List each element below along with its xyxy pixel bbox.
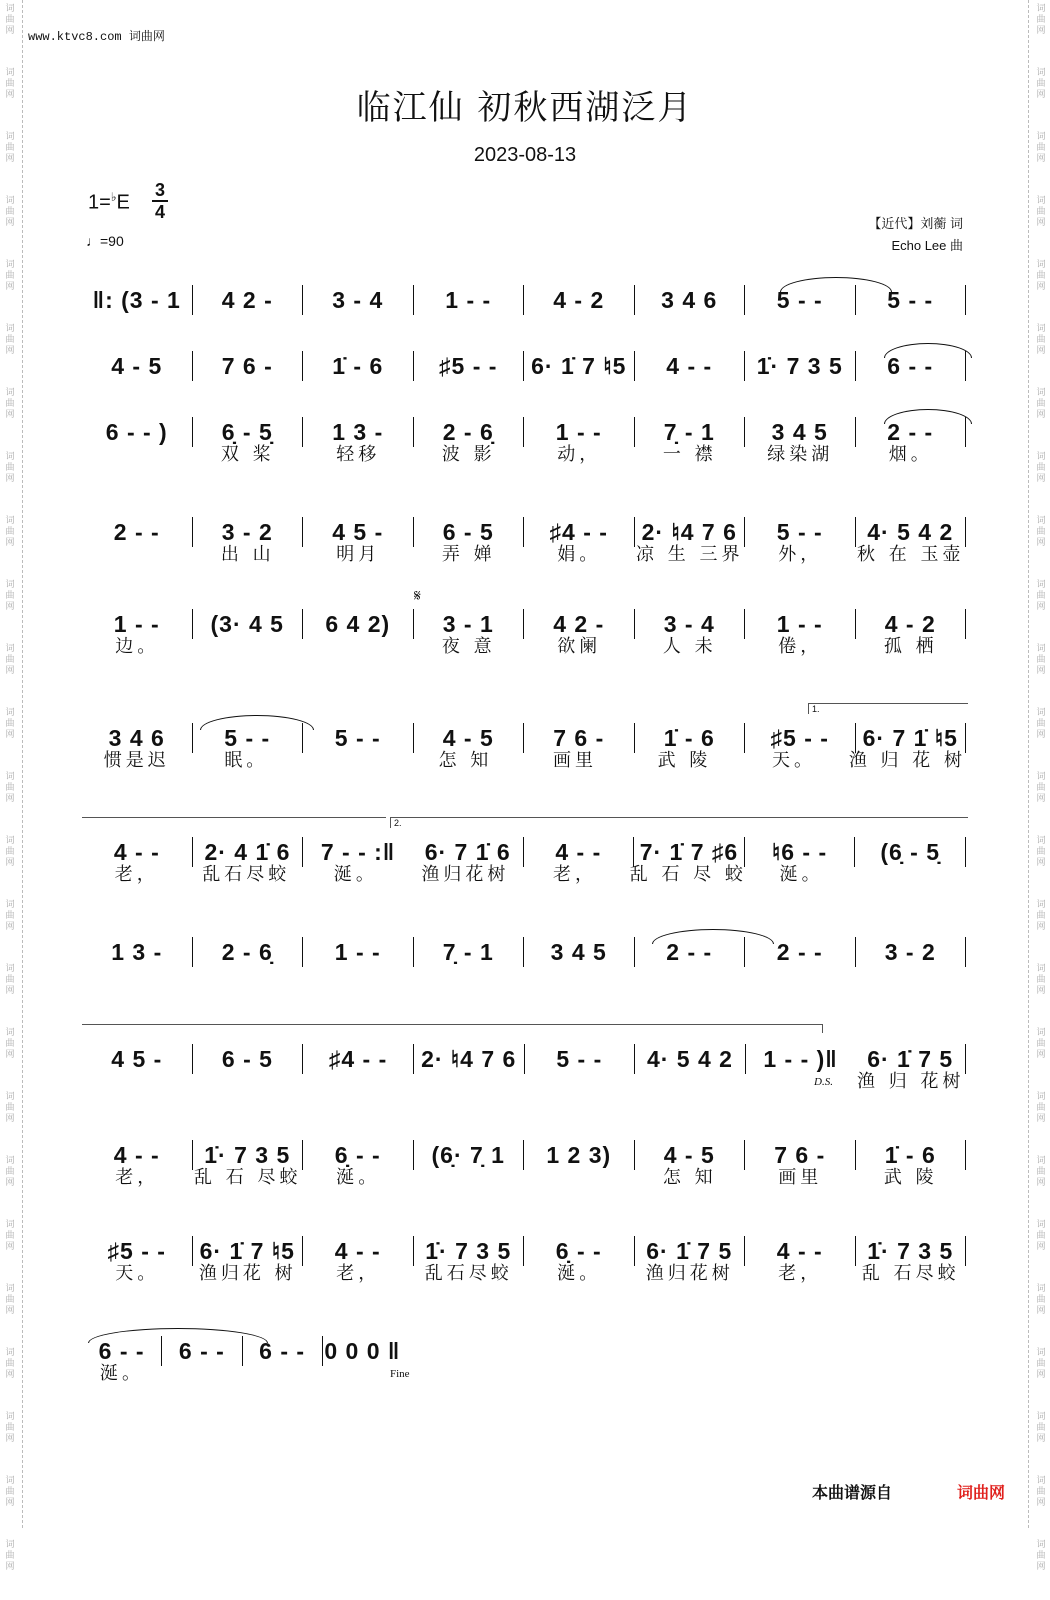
lyric: 涎。 [100, 1363, 144, 1384]
lyric: 人 未 [662, 636, 717, 657]
tie-slur [884, 409, 972, 424]
measure-notes: 1̇· 7 3 5 [867, 1237, 954, 1264]
lyrics-line [82, 1359, 402, 1385]
lyric: 双 桨 [220, 444, 275, 465]
watermark-text: 词 曲 网 [5, 1028, 15, 1060]
measure [414, 935, 524, 969]
tie-slur [88, 1328, 268, 1343]
measure-notes: 4 - 5 [442, 724, 494, 751]
measure-notes: 3 - 4 [332, 286, 384, 313]
measure [856, 935, 966, 969]
watermark-text: 词 曲 网 [5, 580, 15, 612]
measure-notes: 6 - - [259, 1337, 306, 1364]
watermark-text: 词 曲 网 [1036, 1284, 1046, 1316]
watermark-text: 词 曲 网 [1036, 260, 1046, 292]
lyric: 娟。 [557, 544, 602, 565]
watermark-text: 词 曲 网 [1036, 1220, 1046, 1252]
lyric: 乱石尽蛟 [202, 864, 291, 885]
measure-notes: 1̇· 7 3 5 [425, 1237, 512, 1264]
lyric [242, 1359, 322, 1385]
lyric [82, 440, 193, 466]
lyric [193, 632, 304, 658]
watermark-text: 词 曲 网 [5, 1284, 15, 1316]
lyric: 渔归花树 [421, 864, 510, 885]
measure-notes: 5 - - [887, 286, 934, 313]
measure-notes: 6· 7 1̇ 6 [424, 838, 511, 865]
measure-notes: ♮6 - - [772, 838, 828, 865]
lyric: 外， [778, 544, 823, 565]
measure-notes: 5 - - [556, 1045, 603, 1072]
measure-notes: 5 - - [334, 724, 381, 751]
measure-notes: ♯5 - - [770, 724, 829, 751]
measure-notes: 1 - - )‖ [763, 1045, 838, 1072]
lyric: 惯是迟 [103, 750, 170, 771]
measure-notes: 2 - - [113, 518, 160, 545]
measure-notes: 6 4 2) [325, 610, 391, 637]
measure-notes: 6 - - [98, 1337, 145, 1364]
segno-icon: 𝄋 [414, 588, 421, 605]
tie-slur [884, 343, 972, 358]
lyric [524, 1163, 635, 1189]
measure [82, 349, 192, 383]
measure-notes: 4· 5 4 2 [646, 1045, 733, 1072]
time-top: 3 [154, 180, 165, 200]
measure-notes: 1 - - [555, 418, 602, 445]
measure-notes: 2· 4 1̇ 6 [204, 838, 291, 865]
lyric: 倦， [778, 636, 823, 657]
lyric: 涎。 [336, 1167, 381, 1188]
watermark-text: 词 曲 网 [1036, 772, 1046, 804]
watermark-text: 词 曲 网 [1036, 452, 1046, 484]
watermark-text: 词 曲 网 [5, 4, 15, 36]
measure [193, 935, 303, 969]
flat-icon: ♭ [110, 190, 117, 204]
lyric: 轻移 [336, 444, 381, 465]
watermark-text: 词 曲 网 [1036, 900, 1046, 932]
lyric: 明月 [336, 544, 381, 565]
measure-notes: 6· 7 1̇ ♮5 [862, 724, 958, 751]
measure-notes: 2 - 6̣ [221, 938, 273, 965]
watermark-text: 词 曲 网 [1036, 516, 1046, 548]
credits [868, 213, 963, 257]
watermark-text: 词 曲 网 [5, 196, 15, 228]
tie-slur [652, 929, 774, 944]
source-site-link[interactable]: 词曲网 [957, 1485, 1006, 1502]
lyric: 弄 婵 [441, 544, 496, 565]
measure-notes: 1 - - [776, 610, 823, 637]
watermark-text: 词 曲 网 [5, 388, 15, 420]
lyric: 眠。 [224, 750, 269, 771]
watermark-text: 词 曲 网 [1036, 388, 1046, 420]
measure-notes: 5 - - [776, 286, 823, 313]
measure-notes: (3· 4 5 [210, 610, 284, 637]
measure-notes: (6̣· 7̣ 1 [431, 1141, 505, 1168]
lyric: 老， [114, 864, 159, 885]
lyric: 涎。 [557, 1263, 602, 1284]
lyric: 烟。 [888, 444, 933, 465]
measure [303, 283, 413, 317]
lyric: 欲阑 [557, 636, 602, 657]
measure-notes: 6 - - [887, 352, 934, 379]
measure-notes: 4 5 - [111, 1045, 163, 1072]
measure [82, 283, 192, 317]
measure-notes: 4 - - [113, 1141, 160, 1168]
bracket-line [82, 1024, 823, 1033]
time-bottom: 4 [152, 200, 168, 222]
lyrics-line [82, 1163, 966, 1189]
barline [965, 285, 966, 315]
watermark-text: 词 曲 网 [5, 1156, 15, 1188]
measure-notes: 1̇· 7 3 5 [204, 1141, 291, 1168]
measure-notes: 7 - - :‖ [320, 838, 396, 865]
measure-notes: 2· ♮4 7 6 [641, 518, 737, 545]
watermark-text: 词 曲 网 [5, 1412, 15, 1444]
measure-notes: 4 5 - [332, 518, 384, 545]
tempo-mark: ♩=90 [86, 233, 124, 249]
volta-2: 2. [390, 817, 968, 828]
measure [635, 283, 745, 317]
measure-notes: ♯4 - - [549, 518, 608, 545]
measure-notes: 6 - - ) [105, 418, 168, 445]
composer: Echo Lee 曲 [891, 238, 963, 253]
measure-notes: 4 - 2 [884, 610, 936, 637]
measure-notes: 1 3 - [332, 418, 384, 445]
measure-notes: 6 - 5 [221, 1045, 273, 1072]
watermark-text: 词 曲 网 [1036, 1476, 1046, 1508]
watermark-text: 词 曲 网 [5, 516, 15, 548]
watermark-text: 词 曲 网 [5, 900, 15, 932]
measure-notes: 7· 1̇ 7 ♯6 [639, 838, 739, 865]
measure-notes: 2 - - [887, 418, 934, 445]
right-margin-line [1028, 0, 1029, 1528]
lyrics-line [82, 632, 966, 658]
lyric [414, 1067, 525, 1093]
lyric [303, 1067, 414, 1093]
watermark-text: 词 曲 网 [1036, 836, 1046, 868]
measure [745, 349, 855, 383]
measure-notes: 4 - 5 [111, 352, 163, 379]
ds-mark: D.S. [814, 1076, 833, 1088]
measure-notes: 1 - - [445, 286, 492, 313]
watermark-text: 词 曲 网 [5, 772, 15, 804]
measure-notes: 6· 1̇ 7 ♮5 [531, 352, 627, 379]
lyric: 涎。 [779, 864, 824, 885]
measure-notes: ♯5 - - [107, 1237, 166, 1264]
lyric [524, 1067, 635, 1093]
watermark-text: 词 曲 网 [5, 68, 15, 100]
watermark-text: 词 曲 网 [1036, 68, 1046, 100]
watermark-text: 词 曲 网 [5, 1476, 15, 1508]
measure-notes: 7̣ - 1 [442, 938, 494, 965]
site-watermark: www.ktvc8.com 词曲网 [28, 30, 165, 44]
measure-notes: 7 6 - [553, 724, 605, 751]
measure [524, 349, 634, 383]
measure-notes: 4 - 5 [663, 1141, 715, 1168]
lyric: 老， [778, 1263, 823, 1284]
measure-notes: 6 - 5 [442, 518, 494, 545]
lyric: 渔 归 花树 [857, 1071, 965, 1092]
measure-notes: 6̣ - 5̣ [221, 418, 273, 445]
tie-slur [200, 715, 314, 730]
lyric: 老， [552, 864, 597, 885]
measure-notes: 6 - - [178, 1337, 225, 1364]
watermark-text: 词 曲 网 [5, 644, 15, 676]
lyric [301, 746, 411, 772]
measure [414, 283, 524, 317]
lyric: 边。 [115, 636, 160, 657]
lyric [745, 1067, 856, 1093]
measure [524, 935, 634, 969]
watermark-text: 词 曲 网 [1036, 1156, 1046, 1188]
lyric [162, 1359, 242, 1385]
watermark-text: 词 曲 网 [1036, 1092, 1046, 1124]
measure-notes: 3 4 5 [550, 938, 607, 965]
lyric: 涎。 [333, 864, 378, 885]
lyric [856, 860, 966, 886]
watermark-text: 词 曲 网 [5, 836, 15, 868]
measure-notes: 1̇ - 6 [663, 724, 715, 751]
watermark-text: 词 曲 网 [5, 1540, 15, 1572]
lyric: 波 影 [441, 444, 496, 465]
lyric: 怎 知 [438, 750, 493, 771]
watermark-text: 词 曲 网 [1036, 4, 1046, 36]
measure-notes: 4 - - [113, 838, 160, 865]
lyric: 一 襟 [662, 444, 717, 465]
measure-notes: 6· 1̇ 7 5 [646, 1237, 733, 1264]
watermark-text: 词 曲 网 [5, 1220, 15, 1252]
watermark-text: 词 曲 网 [5, 260, 15, 292]
lyric: 绿染湖 [767, 444, 834, 465]
measure-notes: 3 - 4 [663, 610, 715, 637]
key-label: 1= [88, 191, 111, 214]
watermark-text: 词 曲 网 [1036, 964, 1046, 996]
measure-notes: 6̣ - - [555, 1237, 602, 1264]
score-line [82, 349, 966, 383]
watermark-text: 词 曲 网 [1036, 324, 1046, 356]
lyric: 画里 [778, 1167, 823, 1188]
measure-notes: 6· 1̇ 7 5 [867, 1045, 954, 1072]
measure-notes: 7 6 - [774, 1141, 826, 1168]
measure-notes: 5 - - [776, 518, 823, 545]
measure [193, 283, 303, 317]
measure [303, 349, 413, 383]
measure-notes: 4· 5 4 2 [867, 518, 954, 545]
measure-notes: 3 - 2 [884, 938, 936, 965]
lyric: 孤 栖 [883, 636, 938, 657]
side-watermark-left [3, 0, 17, 1600]
lyric: 老， [115, 1167, 160, 1188]
measure-notes: 4 - - [334, 1237, 381, 1264]
measure-notes: 1̇ - 6 [332, 352, 384, 379]
watermark-text: 词 曲 网 [1036, 1028, 1046, 1060]
measure-notes: 2· ♮4 7 6 [421, 1045, 517, 1072]
measure-notes: 2 - 6̣ [442, 418, 494, 445]
watermark-text: 词 曲 网 [5, 1092, 15, 1124]
left-margin-line [22, 0, 23, 1528]
lyric: 怎 知 [662, 1167, 717, 1188]
measure-notes: ‖: (3 - 1 [92, 286, 181, 313]
lyric: 天。 [115, 1263, 160, 1284]
measure [303, 935, 413, 969]
song-date: 2023-08-13 [473, 144, 577, 166]
lyrics-line [82, 1259, 966, 1285]
song-title: 临江仙 初秋西湖泛月 [356, 88, 694, 128]
measure [524, 283, 634, 317]
lyrics-line [82, 540, 966, 566]
measure-notes: 1 - - [334, 938, 381, 965]
lyric: 渔归花 树 [198, 1263, 297, 1284]
key-note: E [116, 191, 130, 214]
time-signature [152, 180, 168, 222]
lyric [193, 1067, 304, 1093]
lyric: 画里 [552, 750, 597, 771]
measure-notes: 4 2 - [553, 610, 605, 637]
lyric: 乱石尽蛟 [424, 1263, 513, 1284]
lyric: 渔归花树 [645, 1263, 734, 1284]
measure-notes: 4 - - [666, 352, 713, 379]
lyricist: 【近代】刘蘅 词 [868, 216, 963, 231]
lyric [82, 1067, 193, 1093]
watermark-text: 词 曲 网 [5, 452, 15, 484]
measure [414, 349, 524, 383]
lyric: 动， [557, 444, 602, 465]
tie-slur [780, 277, 892, 292]
lyric: 夜 意 [441, 636, 496, 657]
measure-notes: 3 4 5 [771, 418, 828, 445]
fine-mark: Fine [390, 1368, 410, 1380]
measure-notes: 3 4 6 [108, 724, 165, 751]
measure-notes: 1 - - [113, 610, 160, 637]
watermark-text: 词 曲 网 [1036, 132, 1046, 164]
measure-notes: 4 - - [776, 1237, 823, 1264]
measure-notes: ♯5 - - [439, 352, 498, 379]
lyric [635, 1067, 746, 1093]
lyrics-line [82, 1067, 966, 1093]
measure [193, 349, 303, 383]
lyric [82, 540, 193, 566]
lyric: 渔 归 花 树 [848, 750, 966, 771]
watermark-text: 词 曲 网 [5, 132, 15, 164]
measure-notes: 7 6 - [221, 352, 273, 379]
measure-notes: 3 - 2 [221, 518, 273, 545]
watermark-text: 词 曲 网 [1036, 580, 1046, 612]
watermark-text: 词 曲 网 [5, 324, 15, 356]
lyric: 乱 石 尽蛟 [194, 1167, 302, 1188]
watermark-text: 词 曲 网 [1036, 708, 1046, 740]
barline [965, 937, 966, 967]
measure-notes: 4 - 2 [553, 286, 605, 313]
lyrics-line [82, 440, 966, 466]
measure-notes: ♯4 - - [328, 1045, 388, 1072]
measure-notes: 2 - - [776, 938, 823, 965]
measure-notes: 2 - - [666, 938, 713, 965]
lyrics-line [82, 860, 966, 886]
lyric: 乱 石 尽 蛟 [629, 864, 747, 885]
watermark-text: 词 曲 网 [1036, 1412, 1046, 1444]
lyric: 天。 [772, 750, 817, 771]
watermark-text: 词 曲 网 [1036, 1540, 1046, 1572]
lyric: 乱 石尽蛟 [861, 1263, 960, 1284]
measure-notes: 4 - - [555, 838, 602, 865]
lyric: 武 陵 [883, 1167, 938, 1188]
measure-notes: 3 - 1 [442, 610, 494, 637]
measure-notes: 6̣ - - [334, 1141, 381, 1168]
measure-notes: 6· 1̇ 7 ♮5 [199, 1237, 295, 1264]
volta-1: 1. [808, 703, 968, 714]
measure-notes: 1 3 - [111, 938, 163, 965]
lyric: 老， [336, 1263, 381, 1284]
measure-notes: 4 2 - [221, 286, 273, 313]
measure [82, 935, 192, 969]
watermark-text: 词 曲 网 [1036, 1348, 1046, 1380]
measure-notes: 1̇· 7 3 5 [756, 352, 843, 379]
measure-notes: 3 4 6 [661, 286, 718, 313]
watermark-text: 词 曲 网 [5, 1348, 15, 1380]
score-line [82, 935, 966, 969]
lyric: 出 山 [220, 544, 275, 565]
lyric: 秋 在 玉壶 [857, 544, 965, 565]
measure-notes: 1 2 3) [546, 1141, 612, 1168]
lyric [414, 1163, 525, 1189]
lyric [303, 632, 414, 658]
watermark-text: 词 曲 网 [1036, 196, 1046, 228]
watermark-text: 词 曲 网 [1036, 644, 1046, 676]
watermark-text: 词 曲 网 [5, 708, 15, 740]
measure-notes: 7̣ - 1 [663, 418, 715, 445]
measure-notes: 1̇ - 6 [884, 1141, 936, 1168]
watermark-text: 词 曲 网 [5, 964, 15, 996]
measure-notes: (6̣ - 5̣ [880, 838, 941, 865]
lyric: 凉 生 三界 [636, 544, 744, 565]
key-signature [88, 190, 130, 215]
measure [635, 349, 745, 383]
source-label: 本曲谱源自 [812, 1485, 893, 1502]
lyrics-line [82, 746, 966, 772]
measure-notes: 5 - - [224, 724, 271, 751]
side-watermark-right [1034, 0, 1048, 1600]
lyric: 武 陵 [657, 750, 712, 771]
measure-notes: 0 0 0 ‖ [324, 1337, 401, 1364]
volta-line [82, 817, 386, 818]
